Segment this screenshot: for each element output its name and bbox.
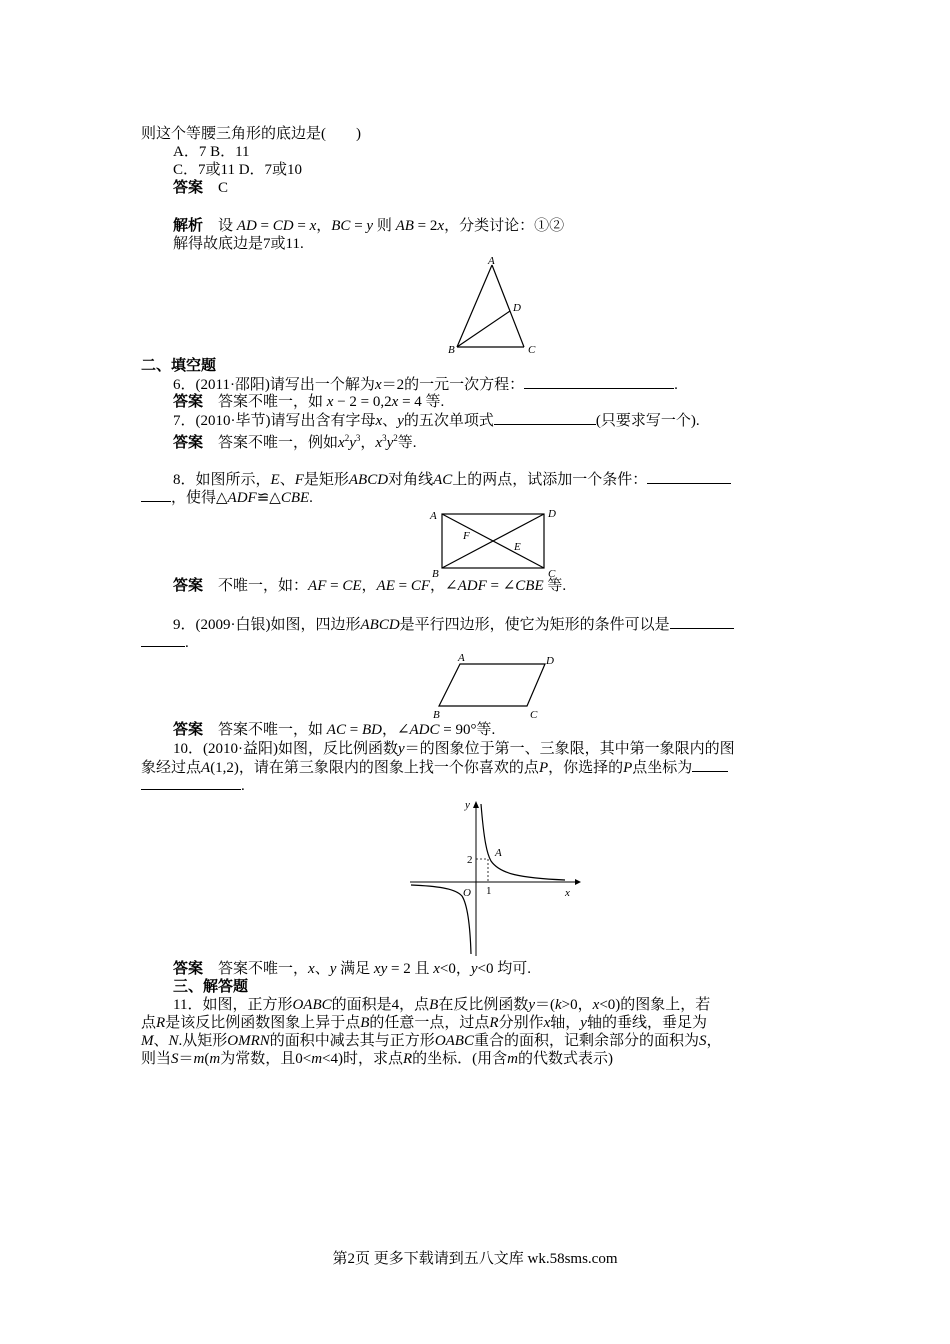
hyperbola-graph-figure [405,796,585,958]
q5-options-ab: A．7 B．11 [173,144,250,160]
label-x-axis: x [565,887,570,899]
answer-blank-cont [141,488,171,502]
q8-stem-line1: 8．如图所示，E、F是矩形ABCD对角线AC上的两点，试添加一个条件： [173,470,731,489]
label-d: D [548,508,556,520]
triangle-figure [440,253,550,358]
section-fill-in-heading: 二、填空题 [141,358,217,374]
label-d: D [546,655,554,667]
q10-stem-line3: . [141,776,245,795]
q5-options-cd: C．7或11 D．7或10 [173,162,303,178]
q7-answer: 答案 答案不唯一，例如$x^2y^3$，$x^3y^2$等. [173,433,417,451]
q5-answer: 答案 C [173,180,229,196]
q6-answer: 答案 答案不唯一，如 x − 2 = 0,2x = 4 等. [173,394,445,410]
answer-label: 答案 [173,180,204,196]
answer-blank [494,411,596,425]
answer-blank [647,470,731,484]
answer-blank [670,615,734,629]
label-e: E [514,541,521,553]
label-a: A [430,510,437,522]
q10-stem-line1: 10．(2010·益阳)如图，反比例函数y＝的图象位于第一、三象限，其中第一象限内的图 [173,741,735,757]
label-two: 2 [467,854,473,866]
label-a: A [495,847,502,859]
q5-analysis-line2: 解得故底边是7或11. [173,236,304,252]
q7-stem: 7．(2010·毕节)请写出含有字母x、y的五次单项式 (只要求写一个). [173,413,700,429]
q6-stem: 6．(2011·邵阳)请写出一个解为x＝2的一元一次方程： . [173,377,678,393]
label-d: D [513,302,521,314]
q8-answer: 答案 不唯一，如：AF = CE，AE = CF，∠ADF = ∠CBE 等. [173,578,567,594]
label-b: B [448,344,455,356]
q11-line3: M、N.从矩形OMRN的面积中减去其与正方形OABC重合的面积，记剩余部分的面积为S， [141,1033,722,1049]
answer-blank [524,375,674,389]
answer-blank [692,758,728,772]
q5-stem: 则这个等腰三角形的底边是( ) [141,126,361,142]
rectangle-figure [425,505,565,580]
q10-stem-line2: 象经过点A(1,2)，请在第三象限内的图象上找一个你喜欢的点P，你选择的P点坐标为 [141,758,728,777]
page-footer: 第2页 更多下载请到五八文库 wk.58sms.com [332,1251,618,1267]
q11-line4: 则当S＝m(m为常数，且0<m<4)时，求点R的坐标．(用含m的代数式表示) [141,1051,614,1067]
q5-analysis-line1: 解析 设 AD = CD = x，BC = y 则 AB = 2x，分类讨论：①② [173,218,565,234]
q9-stem-line1: 9．(2009·白银)如图，四边形ABCD是平行四边形，使它为矩形的条件可以是 [173,615,734,634]
label-c: C [530,709,538,721]
q8-stem-line2: ，使得△ADF≌△CBE. [141,488,313,507]
label-f: F [463,530,470,542]
q9-stem-line2: . [141,633,189,652]
answer-blank-cont [141,776,241,790]
analysis-label: 解析 [173,218,204,234]
label-c: C [528,344,536,356]
q9-answer: 答案 答案不唯一，如 AC = BD，∠ADC = 90°等. [173,722,496,738]
label-b: B [433,709,440,721]
q11-line1: 11．如图，正方形OABC的面积是4，点B在反比例函数y＝(k>0，x<0)的图象上，若 [173,997,711,1013]
label-c: C [548,568,556,580]
label-one: 1 [486,885,492,897]
q10-answer: 答案 答案不唯一，x、y 满足 xy = 2 且 x<0，y<0 均可. [173,961,531,977]
q11-line2: 点R是该反比例函数图象上异于点B的任意一点，过点R分别作x轴，y轴的垂线，垂足为 [141,1015,707,1031]
section-solution-heading: 三、解答题 [173,979,249,995]
parallelogram-figure [425,650,565,722]
label-a: A [458,652,465,664]
label-y-axis: y [465,799,470,811]
label-a: A [488,255,495,267]
label-origin: O [463,887,471,899]
answer-blank-cont [141,633,185,647]
label-b: B [432,568,439,580]
